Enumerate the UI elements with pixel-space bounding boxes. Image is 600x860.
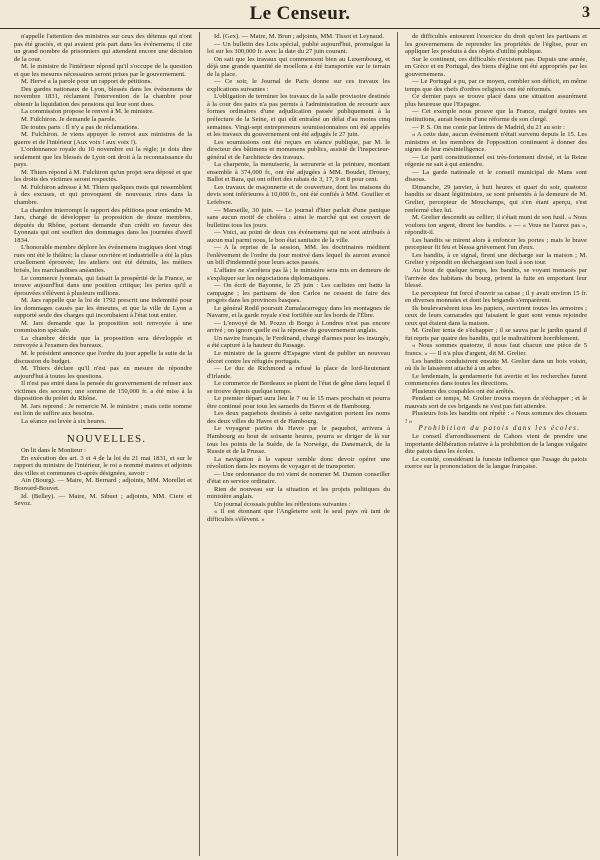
column-1: [14, 33, 192, 855]
paragraph: — Le duc de Richmond a refusé la place de lord-lieutenant d'Irlande.: [207, 365, 390, 380]
paragraph: Un journal écossais publie les réflexions suivantes :: [214, 500, 351, 508]
paragraph: La séance est levée à six heures.: [21, 417, 107, 425]
page-header: [0, 0, 600, 29]
paragraph: M. Fulchiron adresse à M. Thiers quelques mots qui ressemblent à des excuses, et qui provoquent de nouveaux rires dans la chambre.: [14, 183, 192, 207]
paragraph: — Marseille, 30 juin. — Le journal d'hier parlait d'une panique sans aucun motif de choléra : ainsi le marché qui est couvert de bulletins tous les jours.: [207, 206, 390, 229]
paragraph: M. Hervé a la parole pour un rapport de pétitions.: [21, 78, 152, 86]
news-body: [14, 447, 192, 507]
paragraph: Le commerce de Bordeaux se plaint de l'état de gêne dans lequel il se trouve depuis quelque temps.: [207, 380, 390, 395]
paragraph: — Cet exemple nous prouve que la France, malgré toutes ses institutions, aurait besoin d'une réforme de son clergé.: [405, 108, 587, 124]
paragraph: Le voyageur partira du Havre par le paquebot, arrivera à Hambourg au bout de soixante heures, pourra se diriger de là sur tous les points de la Suède, de la Norwège, du Danemarck, de la Russie et de la Prusse.: [207, 425, 390, 456]
paragraph: « Nous sommes quatorze, il nous faut chacun une pièce de 5 francs. » — Il n'a plus d'argent, dit M. Grelier.: [405, 342, 587, 357]
section-body: [405, 433, 587, 471]
paragraph: — P. S. On me conte par lettres de Madrid, du 21 au soir :: [412, 123, 565, 131]
paragraph: — Le Portugal a pu, par ce moyen, combler son déficit, en même temps que des chefs d'ordres religieux ont été réformés.: [405, 78, 587, 93]
paragraph: — Voici, au point de deux ces événemens qui ne sont attribués à aucun mal parmi nous, le bon état sanitaire de la ville.: [207, 229, 390, 244]
paragraph: M. le président annonce que l'ordre du jour appelle la suite de la discussion du budget.: [14, 349, 192, 365]
paragraph: Ain (Bourg). — Maire, M. Bernard ; adjoints, MM. Morellet et Bouvard-Bouvet.: [14, 477, 192, 492]
paragraph: La chambre décide que la proposition sera développée et renvoyée à l'examen des bureaux.: [14, 334, 192, 350]
paragraph: M. Thiers répond à M. Fulchiron qu'un projet sera déposé et que les droits des victimes seront respectés.: [14, 168, 192, 184]
paragraph: n'appelle l'attention des ministres sur ceux des détenus qui n'ont pas été graciés, et qui avaient pris part dans les événemens; il cite un grand nombre de prisonniers qui attendent encore une décision de la cour.: [14, 33, 192, 63]
page-number: 3: [582, 4, 590, 21]
column-2: [207, 33, 390, 855]
paragraph: Plusieurs des coupables ont été arrêtés.: [412, 387, 515, 395]
paragraph: Des gardes nationaux de Lyon, blessés dans les événemens de novembre 1831, réclament l'intervention de la chambre pour obtenir la liquidation des pensions qui leur sont dues.: [14, 85, 192, 108]
paragraph: En exécution des art. 3 et 4 de la loi du 21 mai 1831, et sur le rapport du ministre de l'intérieur, le roi a nommé maires et adjoints des villes et communes ci-après désignées, savoir :: [14, 454, 192, 477]
paragraph: Le premier départ aura lieu le 7 ou le 15 mars prochain et pourra être continué pour tous les samedis du Havre et de Hambourg.: [207, 395, 390, 410]
paragraph: — Une ordonnance du roi vient de nommer M. Dumon conseiller d'état en service ordinaire.: [207, 470, 390, 486]
paragraph: M. Jars rappelle que la loi de 1792 prescrit une indemnité pour les dommages causés par les émeutes, et que la ville de Lyon a supporté seule des charges qui incombaient à l'état tout entier.: [14, 297, 192, 320]
paragraph: Les bandits se mirent alors à enfoncer les portes ; mais le brave percepteur fit feu et blessa grièvement l'un d'eux.: [405, 236, 587, 252]
paragraph: Id. (Gex). — Maire, M. Brun ; adjoints, MM. Tissot et Leynaud.: [214, 33, 384, 40]
paragraph: Plusieurs fois les bandits ont répété : « Nous sommes des chouans ! »: [405, 410, 587, 425]
paragraph: — Le parti constitutionnel est très-fortement divisé, et la Reine régente ne sait à qui entendre.: [405, 153, 587, 169]
paragraph: — A la reprise de la session, MM. les doctrinaires méditent l'enlèvement de l'ordre du jour motivé dans lequel ils auront avancé un bill d'indemnité pour leurs actes passés.: [207, 244, 390, 267]
paragraph: M. Grelier descendit au cellier; il s'était muni de son fusil. « Nous voulons ton argent, dirent les bandits. » — « Vous ne l'aurez pas », répondit-il.: [405, 214, 587, 237]
paragraph: « A cette date, aucun événement n'était survenu depuis le 15. Les ministres et les membres de l'opposition continuent à donner des signes de leur mésintelligence.: [405, 131, 587, 154]
paragraph: Le conseil d'arrondissement de Cahors vient de prendre une importante délibération relative à la prohibition de la langue vulgaire dite patois dans les écoles.: [405, 432, 587, 456]
column-2-body: [207, 33, 390, 524]
paragraph: — On écrit de Bayonne, le 25 juin : Les carlistes ont battu la campagne ; les partisans de don Carlos ne cessent de faire des progrès dans les provinces basques.: [207, 282, 390, 305]
paragraph: Pendant ce temps, M. Grelier trouva moyen de s'échapper ; et le mauvais sort de ces brigands ne s'est pas fait attendre.: [405, 395, 587, 410]
paragraph: Le commerce lyonnais, qui faisait la prospérité de la France, se trouve aujourd'hui dans une position critique; les pertes qu'il a éprouvées s'élèvent à plusieurs millions.: [14, 274, 192, 297]
paragraph: Les travaux de maçonnerie et de couverture, dont les maisons du devis sont inférieures à 10,000 fr., ont été confiés à MM. Gouilier et Lefebvre.: [207, 183, 390, 207]
paragraph: « Il est étonnant que l'Angleterre soit le seul pays où tant de difficultés s'élèvent. »: [207, 508, 390, 523]
paragraph: Le comité, considérant la funeste influence que l'usage du patois exerce sur la prononciation de la langue française.: [405, 455, 587, 471]
paragraph: Au bout de quelque temps, les bandits, se voyant menacés par l'arrivée des habitans du bourg, prirent la fuite en emportant leur blessé.: [405, 266, 587, 290]
column-1-body: [14, 33, 192, 425]
paragraph: L'honorable membre déplore les événemens tragiques dont vingt rues ont été le théâtre; la classe ouvrière et industrielle a été la plus cruellement éprouvée; les ateliers ont été détruits, les métiers brisés, les marchandises anéanties.: [14, 244, 192, 274]
paragraph: M. Fulchiron. Je demande la parole.: [21, 116, 117, 124]
paragraph: La charpente, la menuiserie, la serrurerie et la peinture, montant ensemble à 374,000 fr., ont été adjugées à MM. Boudet, Drouey, Ballot et Bara, qui ont offert des rabais de 3, 17, 9 et 8 pour cent.: [207, 161, 390, 184]
column-3: [405, 33, 587, 855]
paragraph: Dimanche, 29 janvier, à huit heures et quart du soir, quatorze bandits se disant légitimistes, se sont présentés à la demeure de M. Grelier, percepteur de Mouchamps, qui s'en étant aperçu, s'est renfermé chez lui.: [405, 183, 587, 214]
paragraph: — Un bulletin des Lois spécial, publié aujourd'hui, promulgue la loi sur les 300,000 fr. avec la date du 27 juin courant.: [207, 40, 390, 56]
news-heading: NOUVELLES.: [66, 433, 147, 446]
paragraph: La navigation à la vapeur semble donc devoir opérer une révolution dans les moyens de voyager et de transporter.: [207, 455, 390, 471]
paragraph: Le lendemain, la gendarmerie fut avertie et les recherches furent commencées dans toutes les directions.: [405, 372, 587, 388]
paragraph: M. Jars demande que la proposition soit renvoyée à une commission spéciale.: [14, 319, 192, 335]
paragraph: M. le ministre de l'intérieur répond qu'il s'occupe de la question et que les mesures nécessaires seront prises par le gouvernement.: [14, 63, 192, 78]
paragraph: La commission propose le renvoi à M. le ministre.: [21, 108, 154, 116]
paragraph: On sait que les travaux qui commencent bien au Luxembourg, et déjà une grande quantité de moellons a été transportée sur le terrain de la place.: [207, 55, 390, 78]
column-divider: [199, 32, 200, 856]
paragraph: — L'envoyé de M. Pozzo di Borgo à Londres n'est pas encore arrivé ; on ignore quelle est la réponse du gouvernement anglais.: [207, 319, 390, 335]
paragraph: Le général Rodil poursuit Zumalacarreguy dans les montagnes de Navarre, et la garde royale s'est fortifiée sur les bords de l'Èbre.: [207, 304, 390, 320]
paragraph: de difficultés entourent l'exercice du droit qu'ont les partisans et les gouvernemens de reprendre les propriétés de l'église, pour en appliquer les produits à des objets d'utilité publique.: [405, 33, 587, 56]
paragraph: Id. (Belley). — Maire, M. Sibuet ; adjoints, MM. Ciere et Sevoz.: [14, 492, 192, 508]
paragraph: De toutes parts : Il n'y a pas de réclamations.: [21, 123, 140, 131]
paragraph: M. Grelier tenta de s'échapper ; il se sauva par le jardin quand il fut repris par quatre des bandits, qui le maltraitèrent horriblement.: [405, 327, 587, 342]
masthead-title: Le Censeur.: [249, 3, 351, 24]
paragraph: Le ministre de la guerre d'Espagne vient de publier un nouveau décret contre les réfugiés portugais.: [207, 349, 390, 365]
paragraph: M. Jars reprend : Je remercie M. le ministre ; mais cette somme est loin de suffire aux besoins.: [14, 402, 192, 418]
column-3-body: [405, 33, 587, 425]
paragraph: M. Fulchiron. Je viens appuyer le renvoi aux ministres de la guerre et de l'intérieur (Aux voix ! aux voix !).: [14, 131, 192, 146]
paragraph: Ce dernier pays se trouve placé dans une situation assurément plus heureuse que l'Espagne.: [405, 93, 587, 108]
separator-rule: [83, 428, 123, 429]
paragraph: L'affaire ne s'arrêtera pas là ; le ministère sera mis en demeure de s'expliquer sur les négociations diplomatiques.: [207, 266, 390, 282]
paragraph: Les deux paquebots destinés à cette navigation portent les noms des deux villes du Havre et de Hambourg.: [207, 410, 390, 425]
paragraph: Il n'est pas entré dans la pensée du gouvernement de refuser aux victimes des secours; une somme de 150,000 fr. a été mise à la disposition du préfet du Rhône.: [14, 380, 192, 403]
paragraph: Les soumissions ont été reçues en séance publique, par M. le directeur des bâtimens et monumens publics, assisté de l'inspecteur-général et de l'architecte des travaux.: [207, 138, 390, 161]
section-heading: Prohibition du patois dans les écoles.: [418, 424, 581, 433]
paragraph: M. Thiers déclare qu'il n'est pas en mesure de répondre aujourd'hui à toutes les questions.: [14, 365, 192, 380]
column-divider: [397, 32, 398, 856]
paragraph: Le percepteur fut forcé d'ouvrir sa caisse ; il y avait environ 15 fr. en diverses monnaies et dont les brigands s'emparèrent.: [405, 289, 587, 305]
paragraph: Un navire français, le Ferdinand, chargé d'armes pour les insurgés, a été capturé à la hauteur du Passage.: [207, 334, 390, 350]
paragraph: Sur le continent, ces difficultés n'existent pas. Depuis une année, en Grèce et en Portugal, des biens d'église ont été appropriés par les gouvernemens.: [405, 55, 587, 78]
paragraph: — Ce soir, le Journal de Paris donne sur ces travaux les explications suivantes :: [207, 78, 390, 93]
paragraph: Ils boulevarsèrent tous les papiers, ouvrirent toutes les armoires ; ceux de leurs camarades qui faisaient le guet sont venus rejoindre ceux qui étaient dans la maison.: [405, 304, 587, 327]
paragraph: Rien de nouveau sur la situation et les projets politiques du ministère anglais.: [207, 485, 390, 501]
paragraph: Les bandits conduisirent ensuite M. Grelier dans un bois voisin, où ils le laissèrent attaché à un arbre.: [405, 357, 587, 373]
paragraph: La chambre interrompt le rapport des pétitions pour entendre M. Jars, chargé de développer la proposition de douze membres, députés du Rhône, portant demande d'un crédit en faveur des Lyonnais qui ont souffert des dommages dans les journées d'avril 1834.: [14, 206, 192, 244]
paragraph: Les bandits, à ce signal, firent une décharge sur la maison ; M. Grelier y répondit en déchargeant son fusil à son tour.: [405, 251, 587, 267]
paragraph: On lit dans le Moniteur :: [21, 447, 87, 455]
paragraph: L'obligation de terminer les travaux de la salle provisoire destinée à la cour des pairs n'a pas permis à l'administration de recourir aux formes ordinaires d'une adjudication passée publiquement à la préfecture de la Seine, et qui eût entraîné un délai d'au moins cinq semaines. Vingt-sept entrepreneurs soumissionnaires ont été appelés et les travaux du gouvernement ont été adjugés le 27 juin.: [207, 93, 390, 139]
paragraph: — La garde nationale et le conseil municipal de Mans sont dissous.: [405, 168, 587, 184]
paragraph: L'ordonnance royale du 10 novembre est la règle; je dois dire seulement que les blessés de Lyon ont droit à la reconnaissance du pays.: [14, 146, 192, 169]
